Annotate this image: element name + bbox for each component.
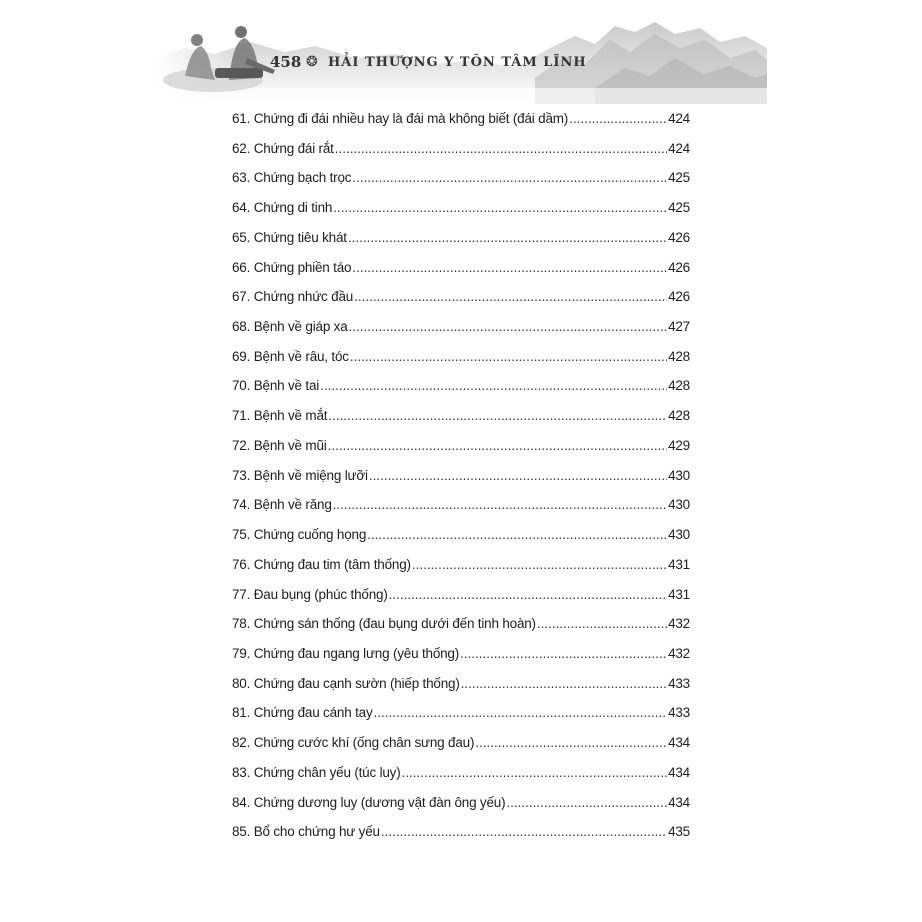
toc-entry (232, 788, 690, 818)
toc-leader (381, 817, 667, 847)
toc-entry-page: 425 (668, 200, 690, 216)
toc-entry-title: 72. Bệnh về mũi (232, 437, 327, 453)
toc-entry-title: 68. Bệnh về giáp xa (232, 319, 348, 335)
toc-entry-page: 426 (668, 229, 690, 245)
toc-entry-title: 70. Bệnh về tai (232, 378, 320, 394)
toc-entry-page: 425 (668, 170, 690, 186)
toc-entry-title: 73. Bệnh về miệng lưỡi (232, 467, 368, 483)
toc-entry-page: 434 (668, 794, 690, 810)
toc-entry-page: 434 (668, 735, 690, 751)
toc-entry-title: 63. Chứng bạch trọc (232, 170, 352, 186)
toc-leader (460, 639, 667, 669)
page-header (155, 18, 767, 104)
toc-entry (232, 401, 690, 431)
toc-entry (232, 104, 690, 134)
toc-entry (232, 728, 690, 758)
toc-leader (352, 163, 667, 193)
table-of-contents (232, 104, 690, 847)
toc-entry-title: 74. Bệnh về răng (232, 497, 332, 513)
toc-leader (328, 401, 667, 431)
toc-leader (412, 550, 667, 580)
toc-entry-title: 83. Chứng chân yếu (túc luy) (232, 764, 401, 780)
toc-leader (350, 342, 667, 372)
toc-leader (389, 580, 667, 610)
toc-entry (232, 550, 690, 580)
toc-entry (232, 580, 690, 610)
toc-entry-page: 431 (668, 586, 690, 602)
toc-entry-page: 429 (668, 437, 690, 453)
toc-entry-page: 426 (668, 259, 690, 275)
toc-entry (232, 698, 690, 728)
toc-entry-title: 75. Chứng cuống họng (232, 527, 367, 543)
toc-entry-title: 85. Bổ cho chứng hư yếu (232, 824, 380, 840)
toc-entry-title: 81. Chứng đau cánh tay (232, 705, 373, 721)
toc-entry-title: 80. Chứng đau cạnh sườn (hiếp thống) (232, 675, 460, 691)
toc-entry (232, 520, 690, 550)
toc-entry (232, 609, 690, 639)
page-number: 458 (270, 53, 302, 71)
toc-leader (367, 520, 667, 550)
toc-leader (333, 193, 667, 223)
toc-entry-title: 66. Chứng phiền táo (232, 259, 352, 275)
toc-entry-page: 428 (668, 348, 690, 364)
toc-entry-title: 64. Chứng di tinh (232, 200, 333, 216)
toc-leader (320, 371, 667, 401)
toc-leader (506, 788, 667, 818)
toc-entry (232, 282, 690, 312)
toc-leader (348, 223, 667, 253)
toc-entry-page: 435 (668, 824, 690, 840)
toc-entry (232, 758, 690, 788)
toc-entry-title: 61. Chứng đi đái nhiều hay là đái mà không biết (đái dầm) (232, 111, 569, 126)
toc-entry-title: 84. Chứng dương luy (dương vật đàn ông yếu) (232, 794, 506, 810)
toc-entry-page: 433 (668, 705, 690, 721)
toc-entry-title: 71. Bệnh về mắt (232, 408, 328, 424)
toc-entry-page: 424 (668, 140, 690, 156)
toc-entry-page: 427 (668, 319, 690, 335)
toc-leader (461, 669, 667, 699)
toc-leader (402, 758, 668, 788)
toc-leader (328, 431, 668, 461)
toc-leader (369, 461, 667, 491)
toc-entry-title: 62. Chứng đái rắt (232, 140, 334, 156)
toc-leader (537, 609, 667, 639)
toc-entry-title: 78. Chứng sán thống (đau bụng dưới đến tinh hoàn) (232, 616, 536, 632)
toc-leader (475, 728, 667, 758)
toc-entry (232, 253, 690, 283)
toc-entry-page: 430 (668, 467, 690, 483)
running-title: HẢI THƯỢNG Y TÔN TÂM LĨNH (328, 55, 587, 70)
toc-entry (232, 669, 690, 699)
toc-entry (232, 371, 690, 401)
toc-entry (232, 342, 690, 372)
toc-entry-page: 428 (668, 408, 690, 424)
toc-entry (232, 431, 690, 461)
toc-entry-title: 76. Chứng đau tim (tâm thống) (232, 556, 411, 572)
toc-entry (232, 461, 690, 491)
toc-entry-page: 426 (668, 289, 690, 305)
toc-entry (232, 490, 690, 520)
toc-leader (333, 490, 667, 520)
toc-entry-page: 424 (668, 111, 690, 126)
toc-entry-page: 434 (668, 764, 690, 780)
toc-entry-title: 69. Bệnh về râu, tóc (232, 348, 349, 364)
toc-entry (232, 312, 690, 342)
toc-entry (232, 193, 690, 223)
toc-leader (335, 134, 667, 164)
toc-leader (569, 104, 667, 134)
toc-leader (349, 312, 668, 342)
toc-leader (354, 282, 667, 312)
toc-leader (352, 253, 667, 283)
toc-entry (232, 163, 690, 193)
toc-entry-title: 77. Đau bụng (phúc thống) (232, 586, 388, 602)
toc-entry-page: 433 (668, 675, 690, 691)
header-ornament: ❂ (306, 53, 318, 69)
toc-entry-title: 79. Chứng đau ngang lưng (yêu thống) (232, 645, 460, 661)
toc-entry-page: 432 (668, 616, 690, 632)
toc-entry-page: 431 (668, 556, 690, 572)
toc-leader (374, 698, 668, 728)
toc-entry-page: 430 (668, 497, 690, 513)
toc-entry-page: 432 (668, 645, 690, 661)
toc-entry (232, 134, 690, 164)
toc-entry-title: 65. Chứng tiêu khát (232, 229, 347, 245)
toc-entry-page: 428 (668, 378, 690, 394)
toc-entry (232, 817, 690, 847)
toc-entry-title: 67. Chứng nhức đầu (232, 289, 354, 305)
toc-entry (232, 639, 690, 669)
toc-entry (232, 223, 690, 253)
toc-entry-page: 430 (668, 527, 690, 543)
toc-entry-title: 82. Chứng cước khí (ống chân sưng đau) (232, 735, 475, 751)
